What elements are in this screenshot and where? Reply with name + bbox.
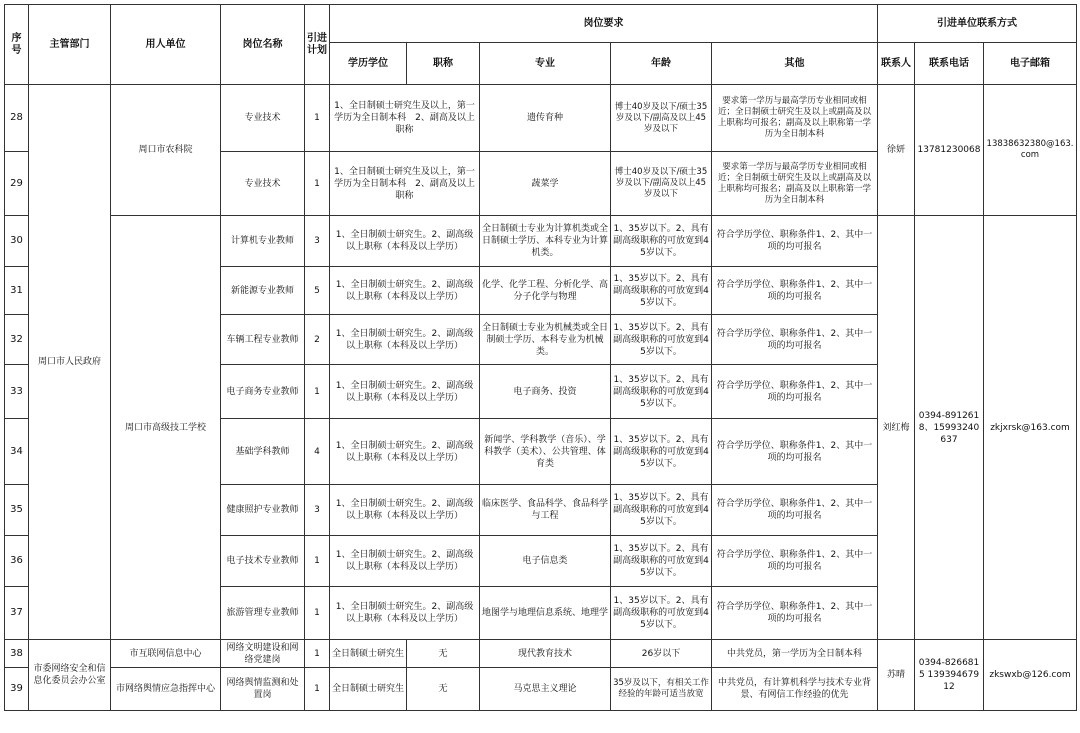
header-requirements: 岗位要求 bbox=[330, 5, 878, 43]
other-cell: 中共党员，有计算机科学与技术专业背景、有网信工作经验的优先 bbox=[712, 668, 878, 711]
other-cell: 符合学历学位、职称条件1、2、其中一项的均可报名 bbox=[712, 315, 878, 365]
header-email: 电子邮箱 bbox=[984, 43, 1077, 85]
major-cell: 电子信息类 bbox=[480, 536, 611, 587]
position-cell: 旅游管理专业教师 bbox=[221, 587, 305, 640]
position-cell: 网络文明建设和网络党建岗 bbox=[221, 640, 305, 668]
header-contact-person: 联系人 bbox=[878, 43, 915, 85]
age-cell: 1、35岁以下。2、具有副高级职称的可放宽到45岁以下。 bbox=[611, 216, 712, 267]
unit-cell: 市互联网信息中心 bbox=[111, 640, 221, 668]
row-seq: 32 bbox=[5, 315, 29, 365]
education-title-cell: 1、全日制硕士研究生。2、副高级以上职称（本科及以上学历） bbox=[330, 419, 480, 485]
major-cell: 现代教育技术 bbox=[480, 640, 611, 668]
plan-cell: 5 bbox=[305, 267, 330, 315]
contact-person-cell: 苏晴 bbox=[878, 640, 915, 711]
phone-cell: 13781230068 bbox=[915, 85, 984, 216]
position-cell: 车辆工程专业教师 bbox=[221, 315, 305, 365]
title-cell: 无 bbox=[407, 668, 480, 711]
table-row bbox=[5, 216, 1077, 267]
header-contact-group: 引进单位联系方式 bbox=[878, 5, 1077, 43]
row-seq: 38 bbox=[5, 640, 29, 668]
position-cell: 专业技术 bbox=[221, 85, 305, 152]
header-phone: 联系电话 bbox=[915, 43, 984, 85]
position-cell: 网络舆情监测和处置岗 bbox=[221, 668, 305, 711]
row-seq: 30 bbox=[5, 216, 29, 267]
major-cell: 临床医学、食品科学、食品科学与工程 bbox=[480, 485, 611, 536]
age-cell: 1、35岁以下。2、具有副高级职称的可放宽到45岁以下。 bbox=[611, 315, 712, 365]
education-title-cell: 1、全日制硕士研究生。2、副高级以上职称（本科及以上学历） bbox=[330, 267, 480, 315]
row-seq: 37 bbox=[5, 587, 29, 640]
email-cell: 13838632380@163.com bbox=[984, 85, 1077, 216]
age-cell: 1、35岁以下。2、具有副高级职称的可放宽到45岁以下。 bbox=[611, 485, 712, 536]
major-cell: 电子商务、投资 bbox=[480, 365, 611, 419]
header-position: 岗位名称 bbox=[221, 5, 305, 85]
age-cell: 1、35岁以下。2、具有副高级职称的可放宽到45岁以下。 bbox=[611, 536, 712, 587]
age-cell: 35岁及以下，有相关工作经验的年龄可适当放宽 bbox=[611, 668, 712, 711]
header-unit: 用人单位 bbox=[111, 5, 221, 85]
row-seq: 39 bbox=[5, 668, 29, 711]
other-cell: 符合学历学位、职称条件1、2、其中一项的均可报名 bbox=[712, 485, 878, 536]
age-cell: 博士40岁及以下/硕士35岁及以下/副高及以上45岁及以下 bbox=[611, 85, 712, 152]
major-cell: 蔬菜学 bbox=[480, 152, 611, 216]
major-cell: 地图学与地理信息系统、地理学 bbox=[480, 587, 611, 640]
education-title-cell: 1、全日制硕士研究生及以上，第一学历为全日制本科 2、副高及以上职称 bbox=[330, 85, 480, 152]
row-seq: 34 bbox=[5, 419, 29, 485]
position-cell: 健康照护专业教师 bbox=[221, 485, 305, 536]
plan-cell: 1 bbox=[305, 668, 330, 711]
row-seq: 31 bbox=[5, 267, 29, 315]
row-seq: 29 bbox=[5, 152, 29, 216]
table-row bbox=[5, 85, 1077, 152]
major-cell: 全日制硕士专业为计算机类或全日制硕士学历、本科专业为计算机类。 bbox=[480, 216, 611, 267]
plan-cell: 4 bbox=[305, 419, 330, 485]
plan-cell: 2 bbox=[305, 315, 330, 365]
age-cell: 26岁以下 bbox=[611, 640, 712, 668]
education-title-cell: 1、全日制硕士研究生。2、副高级以上职称（本科及以上学历） bbox=[330, 315, 480, 365]
education-title-cell: 1、全日制硕士研究生。2、副高级以上职称（本科及以上学历） bbox=[330, 587, 480, 640]
other-cell: 要求第一学历与最高学历专业相同或相近；全日制硕士研究生及以上或副高及以上职称均可报名；副高及以上职称第一学历为全日制本科 bbox=[712, 152, 878, 216]
major-cell: 遗传育种 bbox=[480, 85, 611, 152]
unit-cell: 市网络舆情应急指挥中心 bbox=[111, 668, 221, 711]
position-cell: 新能源专业教师 bbox=[221, 267, 305, 315]
unit-cell: 周口市农科院 bbox=[111, 85, 221, 216]
row-seq: 33 bbox=[5, 365, 29, 419]
header-education: 学历学位 bbox=[330, 43, 407, 85]
plan-cell: 1 bbox=[305, 587, 330, 640]
other-cell: 符合学历学位、职称条件1、2、其中一项的均可报名 bbox=[712, 536, 878, 587]
unit-cell: 周口市高级技工学校 bbox=[111, 216, 221, 640]
row-seq: 28 bbox=[5, 85, 29, 152]
phone-cell: 0394-8266815 13939467912 bbox=[915, 640, 984, 711]
other-cell: 符合学历学位、职称条件1、2、其中一项的均可报名 bbox=[712, 216, 878, 267]
position-cell: 基础学科教师 bbox=[221, 419, 305, 485]
header-plan: 引进计划 bbox=[305, 5, 330, 85]
education-title-cell: 1、全日制硕士研究生及以上，第一学历为全日制本科 2、副高及以上职称 bbox=[330, 152, 480, 216]
age-cell: 1、35岁以下。2、具有副高级职称的可放宽到45岁以下。 bbox=[611, 365, 712, 419]
age-cell: 博士40岁及以下/硕士35岁及以下/副高及以上45岁及以下 bbox=[611, 152, 712, 216]
header-department: 主管部门 bbox=[29, 5, 111, 85]
education-title-cell: 1、全日制硕士研究生。2、副高级以上职称（本科及以上学历） bbox=[330, 365, 480, 419]
age-cell: 1、35岁以下。2、具有副高级职称的可放宽到45岁以下。 bbox=[611, 419, 712, 485]
other-cell: 要求第一学历与最高学历专业相同或相近；全日制硕士研究生及以上或副高及以上职称均可报名；副高及以上职称第一学历为全日制本科 bbox=[712, 85, 878, 152]
other-cell: 符合学历学位、职称条件1、2、其中一项的均可报名 bbox=[712, 267, 878, 315]
age-cell: 1、35岁以下。2、具有副高级职称的可放宽到45岁以下。 bbox=[611, 267, 712, 315]
email-cell: zkjxrsk@163.com bbox=[984, 216, 1077, 640]
education-title-cell: 1、全日制硕士研究生。2、副高级以上职称（本科及以上学历） bbox=[330, 216, 480, 267]
position-cell: 电子技术专业教师 bbox=[221, 536, 305, 587]
recruitment-table bbox=[4, 4, 1077, 711]
department-cell: 市委网络安全和信息化委员会办公室 bbox=[29, 640, 111, 711]
row-seq: 35 bbox=[5, 485, 29, 536]
phone-cell: 0394-8912618、15993240637 bbox=[915, 216, 984, 640]
header-title: 职称 bbox=[407, 43, 480, 85]
major-cell: 新闻学、学科教学（音乐）、学科教学（美术）、公共管理、体育类 bbox=[480, 419, 611, 485]
department-cell: 周口市人民政府 bbox=[29, 85, 111, 640]
plan-cell: 1 bbox=[305, 152, 330, 216]
email-cell: zkswxb@126.com bbox=[984, 640, 1077, 711]
header-other: 其他 bbox=[712, 43, 878, 85]
header-seq: 序号 bbox=[5, 5, 29, 85]
education-cell: 全日制硕士研究生 bbox=[330, 668, 407, 711]
age-cell: 1、35岁以下。2、具有副高级职称的可放宽到45岁以下。 bbox=[611, 587, 712, 640]
row-seq: 36 bbox=[5, 536, 29, 587]
plan-cell: 1 bbox=[305, 85, 330, 152]
contact-person-cell: 徐妍 bbox=[878, 85, 915, 216]
major-cell: 化学、化学工程、分析化学、高分子化学与物理 bbox=[480, 267, 611, 315]
plan-cell: 3 bbox=[305, 485, 330, 536]
plan-cell: 3 bbox=[305, 216, 330, 267]
position-cell: 计算机专业教师 bbox=[221, 216, 305, 267]
title-cell: 无 bbox=[407, 640, 480, 668]
major-cell: 马克思主义理论 bbox=[480, 668, 611, 711]
education-title-cell: 1、全日制硕士研究生。2、副高级以上职称（本科及以上学历） bbox=[330, 485, 480, 536]
education-title-cell: 1、全日制硕士研究生。2、副高级以上职称（本科及以上学历） bbox=[330, 536, 480, 587]
other-cell: 中共党员，第一学历为全日制本科 bbox=[712, 640, 878, 668]
header-major: 专业 bbox=[480, 43, 611, 85]
other-cell: 符合学历学位、职称条件1、2、其中一项的均可报名 bbox=[712, 587, 878, 640]
plan-cell: 1 bbox=[305, 640, 330, 668]
position-cell: 电子商务专业教师 bbox=[221, 365, 305, 419]
table-row bbox=[5, 640, 1077, 668]
other-cell: 符合学历学位、职称条件1、2、其中一项的均可报名 bbox=[712, 365, 878, 419]
contact-person-cell: 刘红梅 bbox=[878, 216, 915, 640]
major-cell: 全日制硕士专业为机械类或全日制硕士学历、本科专业为机械类。 bbox=[480, 315, 611, 365]
header-row-1 bbox=[5, 5, 1077, 43]
education-cell: 全日制硕士研究生 bbox=[330, 640, 407, 668]
plan-cell: 1 bbox=[305, 365, 330, 419]
header-age: 年龄 bbox=[611, 43, 712, 85]
other-cell: 符合学历学位、职称条件1、2、其中一项的均可报名 bbox=[712, 419, 878, 485]
plan-cell: 1 bbox=[305, 536, 330, 587]
position-cell: 专业技术 bbox=[221, 152, 305, 216]
